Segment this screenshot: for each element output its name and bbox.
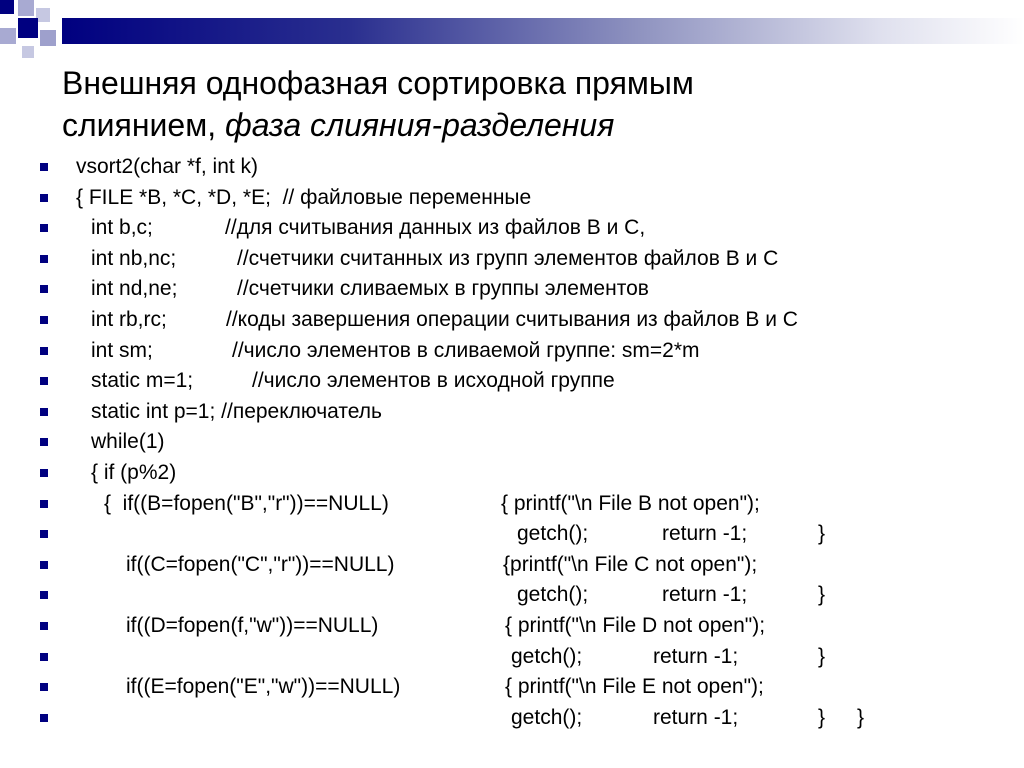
code-line <box>0 672 1024 703</box>
code-segment: //счетчики считанных из групп элементов файлов B и C <box>237 246 779 270</box>
square-bullet-icon <box>40 653 48 661</box>
code-segment: int nd,ne; <box>91 277 178 301</box>
square-bullet-icon <box>40 194 48 202</box>
code-segment: getch(); <box>511 705 583 729</box>
code-line <box>0 274 1024 305</box>
code-segment: getch(); <box>517 522 589 546</box>
code-segment: while(1) <box>91 430 165 454</box>
title-line-2 <box>62 104 962 146</box>
title-line-1: Внешняя однофазная сортировка прямым <box>62 65 694 101</box>
header-gradient-bar <box>62 18 1024 44</box>
square-bullet-icon <box>40 500 48 508</box>
code-segment: } <box>818 705 826 729</box>
code-segment: { if((B=fopen("B","r"))==NULL) <box>104 491 389 515</box>
code-segment: return -1; <box>662 583 748 607</box>
code-segment: //для считывания данных из файлов B и C, <box>225 216 646 240</box>
code-bullet-list <box>0 152 1024 733</box>
slide-title <box>62 62 962 146</box>
code-segment: getch(); <box>517 583 589 607</box>
code-segment: if((D=fopen(f,"w"))==NULL) <box>126 613 379 637</box>
code-segment: { printf("\n File B not open"); <box>501 491 760 515</box>
code-line <box>0 703 1024 734</box>
code-segment: int sm; <box>91 338 153 362</box>
corner-square-dark <box>18 18 38 38</box>
square-bullet-icon <box>40 316 48 324</box>
square-bullet-icon <box>40 561 48 569</box>
square-bullet-icon <box>40 224 48 232</box>
code-line <box>0 458 1024 489</box>
code-segment: return -1; <box>653 705 739 729</box>
corner-square-light <box>22 46 34 58</box>
code-line <box>0 580 1024 611</box>
corner-square-dark <box>0 0 14 14</box>
corner-square-light <box>36 8 50 22</box>
code-segment: {printf("\n File C not open"); <box>503 552 758 576</box>
code-segment: } <box>857 705 865 729</box>
code-line <box>0 611 1024 642</box>
code-segment: vsort2(char *f, int k) <box>76 155 259 178</box>
square-bullet-icon <box>40 622 48 630</box>
code-line <box>0 366 1024 397</box>
square-bullet-icon <box>40 163 48 171</box>
code-line <box>0 183 1024 214</box>
code-line <box>0 489 1024 520</box>
code-segment: int b,c; <box>91 216 153 240</box>
code-segment: getch(); <box>511 644 583 668</box>
corner-square-light <box>40 30 56 46</box>
code-line <box>0 213 1024 244</box>
code-segment: { if (p%2) <box>91 460 177 484</box>
code-segment: } <box>818 644 826 668</box>
title-line-2-italic: фаза слияния-разделения <box>225 107 615 143</box>
square-bullet-icon <box>40 683 48 691</box>
code-segment: //счетчики сливаемых в группы элементов <box>237 277 649 301</box>
square-bullet-icon <box>40 377 48 385</box>
corner-square-light <box>18 0 34 16</box>
code-segment: } <box>818 583 826 607</box>
title-line-2-normal: слиянием, <box>62 107 225 143</box>
square-bullet-icon <box>40 591 48 599</box>
corner-square-light <box>0 28 16 44</box>
code-segment: { printf("\n File E not open"); <box>505 675 764 699</box>
code-segment: int nb,nc; <box>91 246 177 270</box>
code-line <box>0 550 1024 581</box>
code-segment: return -1; <box>653 644 739 668</box>
code-segment: { FILE *B, *C, *D, *E; // файловые переменные <box>76 185 532 209</box>
code-segment: static m=1; <box>91 369 194 393</box>
code-segment: if((C=fopen("C","r"))==NULL) <box>126 552 395 576</box>
square-bullet-icon <box>40 255 48 263</box>
code-segment: //число элементов в сливаемой группе: sm=2*m <box>232 338 700 362</box>
square-bullet-icon <box>40 438 48 446</box>
code-line <box>0 642 1024 673</box>
code-line <box>0 305 1024 336</box>
code-segment: //число элементов в исходной группе <box>252 369 615 393</box>
square-bullet-icon <box>40 714 48 722</box>
square-bullet-icon <box>40 530 48 538</box>
code-line <box>0 397 1024 428</box>
code-segment: return -1; <box>662 522 748 546</box>
code-segment: if((E=fopen("E","w"))==NULL) <box>126 675 401 699</box>
code-line <box>0 427 1024 458</box>
square-bullet-icon <box>40 469 48 477</box>
square-bullet-icon <box>40 408 48 416</box>
code-segment: { printf("\n File D not open"); <box>505 613 766 637</box>
code-segment: } <box>818 522 826 546</box>
square-bullet-icon <box>40 285 48 293</box>
code-line <box>0 519 1024 550</box>
code-segment: static int p=1; //переключатель <box>91 399 382 423</box>
square-bullet-icon <box>40 347 48 355</box>
code-segment: int rb,rc; <box>91 307 167 331</box>
code-line <box>0 244 1024 275</box>
code-segment: //коды завершения операции считывания из файлов B и C <box>226 307 798 331</box>
code-line <box>0 152 1024 183</box>
code-line <box>0 336 1024 367</box>
